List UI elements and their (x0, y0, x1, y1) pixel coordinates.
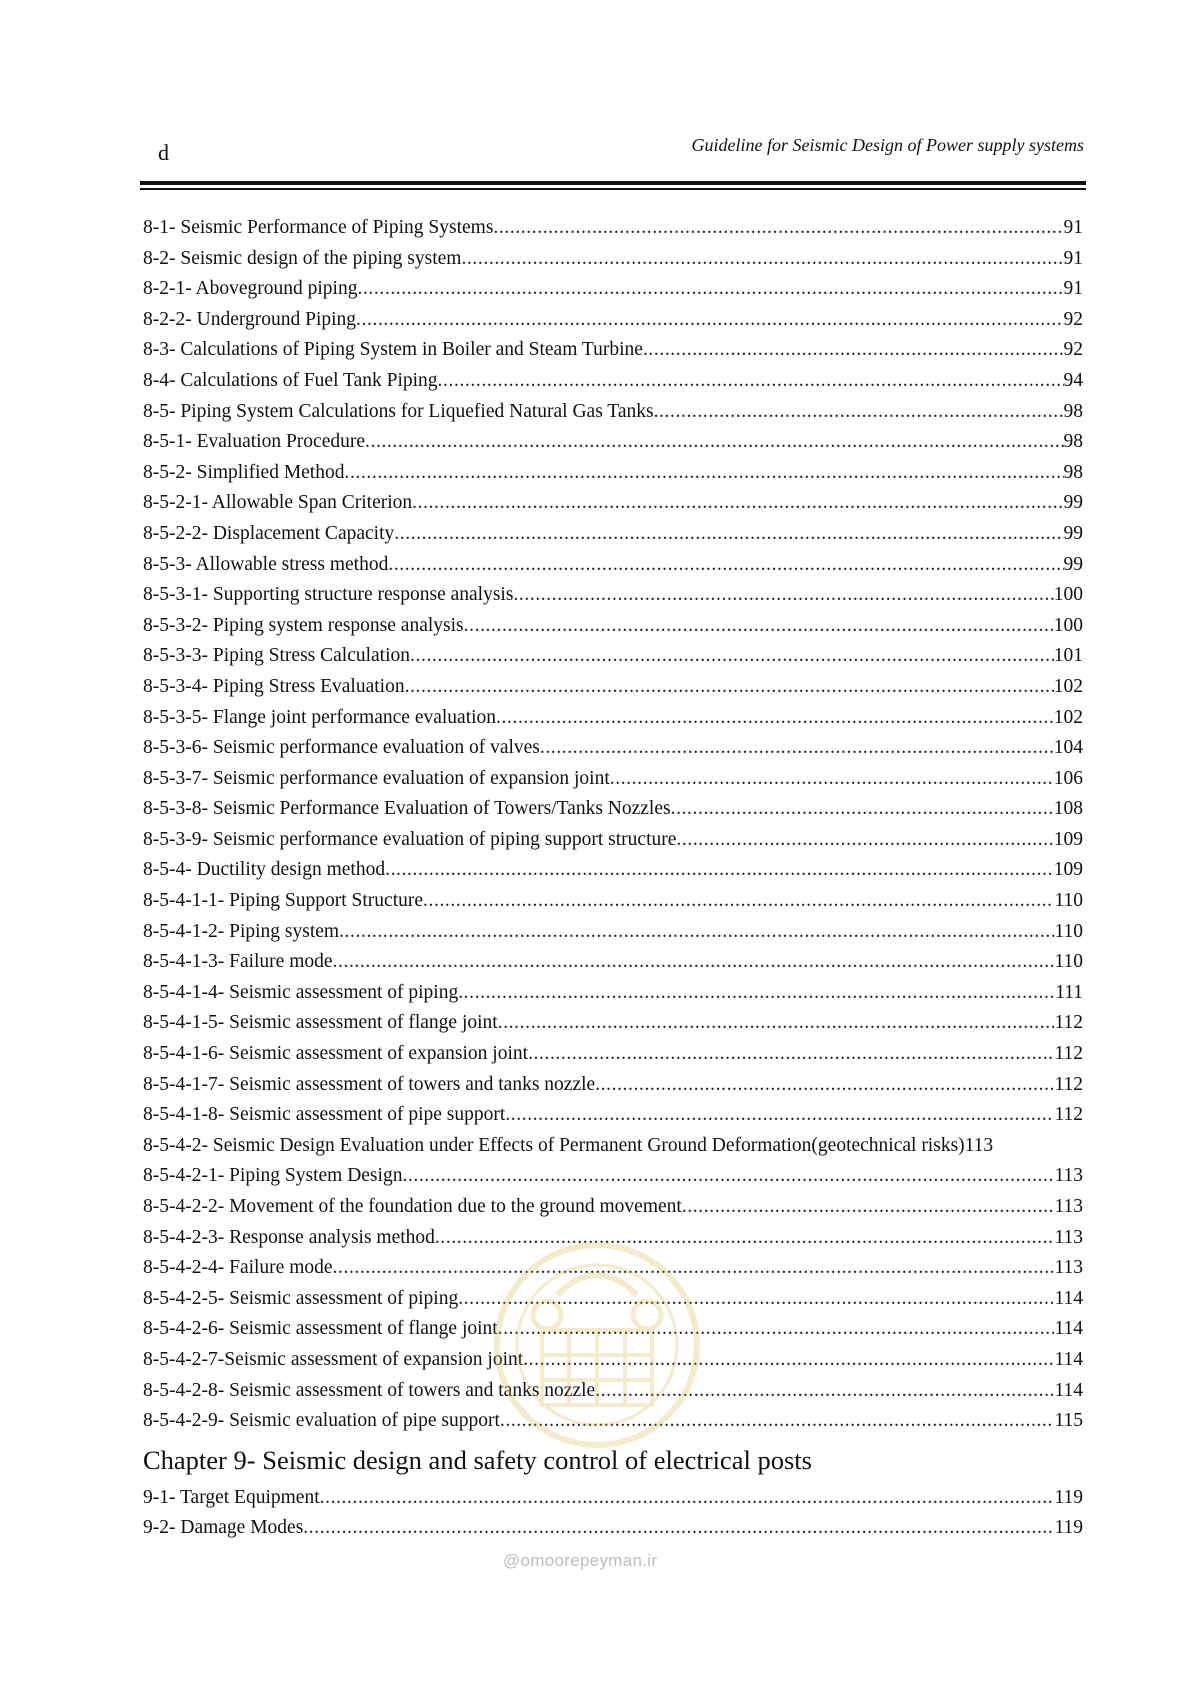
toc-entry-title: 8-5-4- Ductility design method (143, 859, 386, 881)
toc-entry-title: 8-5-3-2- Piping system response analysis (143, 614, 464, 636)
toc-entry-title: 8-5-4-2-4- Failure mode (143, 1257, 333, 1279)
toc-entry[interactable] (143, 1131, 1108, 1162)
toc-entry-title: 8-5- Piping System Calculations for Liquefied Natural Gas Tanks (143, 400, 654, 422)
toc-entry-page: 91 (1063, 278, 1083, 300)
toc-entry-page: 114 (1054, 1287, 1083, 1309)
toc-entry[interactable] (143, 1314, 1083, 1345)
toc-entry-page: 114 (1054, 1318, 1083, 1340)
toc-entry[interactable] (143, 1406, 1083, 1437)
toc-entry[interactable] (143, 917, 1083, 948)
toc-entry-page: 91 (1063, 247, 1083, 269)
header-rule-thick (140, 181, 1086, 185)
toc-entry-title: 8-5-3-5- Flange joint performance evaluation (143, 706, 497, 728)
toc-entry-title: 8-2- Seismic design of the piping system (143, 247, 462, 269)
toc-entry-title: 8-5-4-1-4- Seismic assessment of piping (143, 981, 459, 1003)
toc-entry-title: 8-4- Calculations of Fuel Tank Piping (143, 369, 438, 391)
toc-leader-dots (344, 458, 1063, 489)
toc-entry-title: 8-5-4-1-8- Seismic assessment of pipe support (143, 1104, 506, 1126)
page-letter: d (158, 140, 169, 165)
table-of-contents (143, 213, 1083, 1544)
toc-leader-dots (423, 886, 1054, 917)
toc-entry-page: 113 (1054, 1196, 1083, 1217)
toc-entry-page: 112 (1054, 1073, 1083, 1095)
toc-entry[interactable] (143, 1161, 1083, 1192)
toc-leader-dots (461, 244, 1063, 275)
toc-leader-dots (333, 1253, 1055, 1284)
toc-entry-title: 8-5-3-8- Seismic Performance Evaluation of Towers/Tanks Nozzles (143, 798, 671, 820)
toc-entry-title: 8-5-4-2-9- Seismic evaluation of pipe support (143, 1410, 500, 1432)
toc-entry-page: 113 (1054, 1226, 1083, 1248)
running-header-title: Guideline for Seismic Design of Power supply systems (691, 135, 1084, 155)
toc-entry-page: 115 (1054, 1410, 1083, 1432)
toc-entry[interactable] (143, 1284, 1083, 1315)
toc-section-chapter-9 (143, 1483, 1083, 1544)
toc-entry-title: 8-3- Calculations of Piping System in Boiler and Steam Turbine (143, 339, 643, 361)
toc-entry-title: 8-5-4-2-6- Seismic assessment of flange joint (143, 1318, 498, 1340)
toc-entry[interactable] (143, 1100, 1083, 1131)
toc-entry-title: 8-5-4-1-2- Piping system (143, 920, 340, 942)
toc-entry[interactable] (143, 764, 1083, 795)
toc-entry-title: 8-5-3-9- Seismic performance evaluation of piping support structure (143, 828, 677, 850)
toc-entry-page: 91 (1063, 217, 1083, 238)
toc-leader-dots (333, 947, 1055, 978)
toc-entry[interactable] (143, 1070, 1083, 1101)
toc-entry-page: 113 (964, 1134, 994, 1156)
toc-entry-title: 8-5-4-1-5- Seismic assessment of flange joint (143, 1012, 498, 1034)
toc-entry[interactable] (143, 1345, 1083, 1376)
toc-entry[interactable] (143, 978, 1083, 1009)
toc-entry[interactable] (143, 825, 1083, 856)
toc-entry[interactable] (143, 1376, 1083, 1407)
toc-entry[interactable] (143, 366, 1083, 397)
toc-entry-title: 8-5-3-7- Seismic performance evaluation of expansion joint (143, 767, 610, 789)
toc-leader-dots (513, 580, 1053, 611)
toc-entry[interactable] (143, 672, 1083, 703)
header-rule-thin (140, 188, 1086, 190)
toc-entry-title: 8-5-4-1-6- Seismic assessment of expansion joint (143, 1043, 529, 1065)
toc-entry[interactable] (143, 641, 1083, 672)
toc-entry[interactable] (143, 1483, 1083, 1514)
toc-entry[interactable] (143, 244, 1083, 275)
toc-entry-page: 102 (1053, 675, 1083, 697)
toc-entry-page: 110 (1054, 951, 1083, 973)
toc-entry-page: 100 (1053, 614, 1083, 636)
toc-entry-page: 112 (1054, 1104, 1083, 1126)
toc-entry-page: 108 (1053, 798, 1083, 820)
toc-leader-dots (412, 488, 1063, 519)
toc-leader-dots (671, 794, 1054, 825)
toc-entry-page: 92 (1063, 308, 1083, 330)
toc-entry-page: 99 (1063, 553, 1083, 575)
toc-leader-dots (405, 672, 1054, 703)
toc-entry-title: 8-2-2- Underground Piping (143, 308, 357, 330)
toc-entry-title: 8-5-3- Allowable stress method (143, 553, 389, 575)
toc-entry-title: 9-1- Target Equipment (143, 1486, 320, 1508)
toc-entry-page: 101 (1053, 645, 1083, 667)
toc-entry-page: 92 (1063, 339, 1083, 361)
toc-entry[interactable] (143, 1008, 1083, 1039)
toc-entry[interactable] (143, 519, 1083, 550)
toc-entry[interactable] (143, 488, 1083, 519)
toc-entry-title: 8-5-3-3- Piping Stress Calculation (143, 645, 411, 667)
toc-entry-title: 8-2-1- Aboveground piping (143, 278, 358, 300)
toc-leader-dots (339, 917, 1054, 948)
toc-entry-title: 8-5-4-2-8- Seismic assessment of towers and tanks nozzle (143, 1379, 596, 1401)
toc-leader-dots (595, 1070, 1054, 1101)
toc-entry[interactable] (143, 274, 1083, 305)
toc-entry-page: 98 (1063, 461, 1083, 483)
toc-entry-title: 8-5-4-2-3- Response analysis method (143, 1226, 435, 1248)
toc-entry-page: 98 (1063, 431, 1083, 453)
toc-entry[interactable] (143, 1039, 1083, 1070)
toc-entry-title: 8-5-2-2- Displacement Capacity (143, 522, 395, 544)
toc-leader-dots (365, 427, 1063, 458)
toc-entry[interactable] (143, 335, 1083, 366)
toc-entry-page: 110 (1054, 890, 1083, 912)
toc-entry-page: 110 (1054, 920, 1083, 942)
toc-entry-page: 94 (1063, 369, 1083, 391)
toc-entry[interactable] (143, 305, 1083, 336)
toc-entry[interactable] (143, 397, 1083, 428)
chapter-heading[interactable]: Chapter 9- Seismic design and safety control of electrical posts (143, 1444, 812, 1475)
toc-entry[interactable] (143, 733, 1083, 764)
toc-leader-dots (610, 764, 1054, 795)
toc-entry[interactable] (143, 611, 1083, 642)
toc-entry[interactable] (143, 947, 1083, 978)
toc-leader-dots (357, 274, 1063, 305)
toc-entry-title: 8-5-4-2-5- Seismic assessment of piping (143, 1287, 459, 1309)
toc-leader-dots (540, 733, 1054, 764)
toc-leader-dots (410, 641, 1054, 672)
toc-entry-page: 113 (1054, 1165, 1083, 1187)
toc-leader-dots (385, 855, 1054, 886)
toc-leader-dots (498, 1314, 1055, 1345)
toc-entry-page: 109 (1053, 828, 1083, 850)
toc-leader-dots (402, 1161, 1054, 1192)
toc-entry[interactable] (143, 1192, 1083, 1223)
toc-entry-page: 104 (1053, 737, 1083, 759)
toc-entry-page: 114 (1054, 1379, 1083, 1401)
toc-entry[interactable] (143, 855, 1083, 886)
toc-entry-title: 8-5-3-6- Seismic performance evaluation of valves (143, 737, 540, 759)
toc-entry-title: 9-2- Damage Modes (143, 1517, 304, 1539)
toc-entry-title: 8-5-4-1-3- Failure mode (143, 951, 333, 973)
toc-leader-dots (438, 366, 1064, 397)
toc-entry[interactable] (143, 550, 1083, 581)
toc-entry-title: 8-5-2-1- Allowable Span Criterion (143, 492, 413, 514)
toc-entry[interactable] (143, 794, 1083, 825)
toc-leader-dots (643, 335, 1064, 366)
toc-entry-page: 99 (1063, 522, 1083, 544)
toc-leader-dots (320, 1483, 1055, 1514)
toc-entry[interactable] (143, 1253, 1083, 1284)
toc-leader-dots (464, 611, 1054, 642)
toc-leader-dots (505, 1100, 1054, 1131)
toc-leader-dots (595, 1376, 1054, 1407)
toc-entry-page: 109 (1053, 859, 1083, 881)
toc-entry[interactable] (143, 580, 1083, 611)
toc-leader-dots (496, 703, 1054, 734)
toc-entry-title: 8-5-1- Evaluation Procedure (143, 431, 366, 453)
toc-entry-page: 114 (1054, 1348, 1083, 1370)
toc-entry-page: 106 (1053, 767, 1083, 789)
toc-entry-title: 8-5-4-1-1- Piping Support Structure (143, 890, 424, 912)
toc-leader-dots (682, 1192, 1055, 1223)
toc-leader-dots (388, 550, 1063, 581)
toc-entry-page: 99 (1063, 492, 1083, 514)
watermark-text: @omoorepeyman.ir (503, 1551, 658, 1570)
toc-entry-page: 113 (1054, 1257, 1083, 1279)
toc-entry-title: 8-1- Seismic Performance of Piping Systems (143, 217, 494, 238)
toc-leader-dots (356, 305, 1063, 336)
toc-leader-dots (654, 397, 1064, 428)
toc-entry[interactable] (143, 427, 1083, 458)
toc-entry[interactable] (143, 213, 1083, 244)
toc-entry-page: 119 (1054, 1517, 1083, 1539)
toc-leader-dots (458, 1284, 1054, 1315)
toc-entry[interactable] (143, 458, 1083, 489)
toc-entry[interactable] (143, 1223, 1083, 1254)
toc-entry-title: 8-5-4-2-7-Seismic assessment of expansion joint (143, 1348, 524, 1370)
toc-entry-title: 8-5-3-4- Piping Stress Evaluation (143, 675, 405, 697)
toc-section-chapter-8 (143, 213, 1083, 1437)
toc-entry-page: 112 (1054, 1012, 1083, 1034)
toc-entry-page: 112 (1054, 1043, 1083, 1065)
toc-entry-title: 8-5-4-2-2- Movement of the foundation due to the ground movement (143, 1196, 682, 1217)
toc-leader-dots (498, 1008, 1055, 1039)
toc-leader-dots (303, 1513, 1054, 1544)
toc-entry-title: 8-5-4-2-1- Piping System Design (143, 1165, 403, 1187)
toc-leader-dots (500, 1406, 1055, 1437)
toc-entry-title: 8-5-4-2- Seismic Design Evaluation under Effects of Permanent Ground Deformation(geotechnical risks) (143, 1134, 965, 1156)
toc-entry-title: 8-5-2- Simplified Method (143, 461, 345, 483)
toc-entry[interactable] (143, 886, 1083, 917)
toc-entry-page: 102 (1053, 706, 1083, 728)
toc-leader-dots (435, 1223, 1055, 1254)
toc-leader-dots (493, 213, 1063, 244)
toc-leader-dots (458, 978, 1055, 1009)
toc-entry[interactable] (143, 703, 1083, 734)
toc-leader-dots (676, 825, 1053, 856)
toc-leader-dots (394, 519, 1063, 550)
toc-entry-title: 8-5-4-1-7- Seismic assessment of towers and tanks nozzle (143, 1073, 596, 1095)
toc-leader-dots (528, 1039, 1054, 1070)
toc-entry[interactable] (143, 1513, 1083, 1544)
toc-entry-page: 98 (1063, 400, 1083, 422)
toc-entry-page: 100 (1053, 584, 1083, 606)
toc-entry-page: 111 (1055, 981, 1083, 1003)
toc-leader-dots (523, 1345, 1054, 1376)
toc-entry-title: 8-5-3-1- Supporting structure response analysis (143, 584, 514, 606)
toc-entry-page: 119 (1054, 1486, 1083, 1508)
